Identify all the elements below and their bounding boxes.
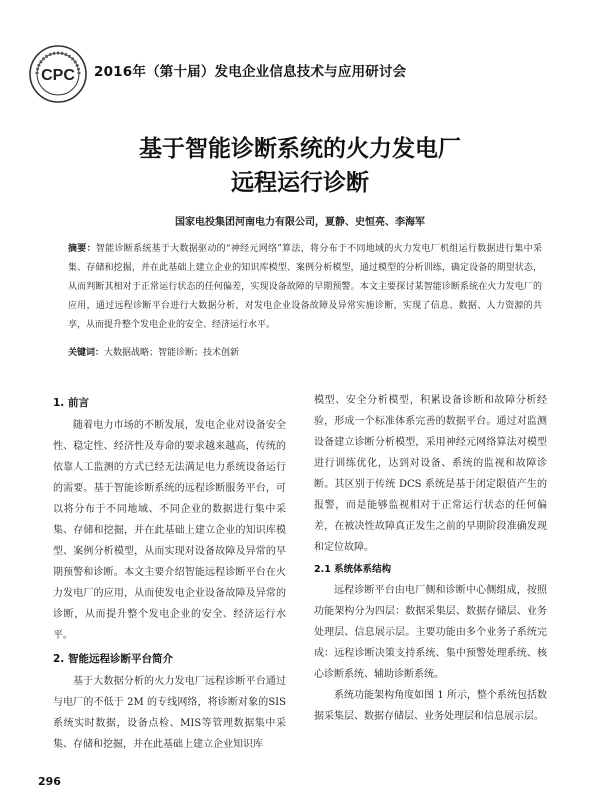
keywords-text: 大数据战略；智能诊断；技术创新 [104, 348, 240, 358]
keywords [68, 345, 542, 358]
subsection-2-1-paragraph-2: 系统功能架构角度如图 1 所示，整个系统包括数据采集层、数据存储层、业务处理层和信息展示层。 [314, 690, 547, 722]
subsection-2-1-paragraph-1: 远程诊断平台由电厂侧和诊断中心侧组成，按照功能架构分为四层：数据采集层、数据存储层、业务处理层、信息展示层。主要功能由多个业务子系统完成：远程诊断决策支持系统、集中预警处理系统、核心诊断系统、辅助诊断系统。 [314, 585, 547, 680]
keywords-label: 关键词： [68, 348, 105, 358]
paper-title [0, 132, 600, 200]
left-column [53, 390, 286, 755]
paper-authors: 国家电投集团河南电力有限公司，夏静、史恒亮、李海军 [175, 217, 425, 228]
paper-title-line1: 基于智能诊断系统的火力发电厂 [139, 136, 461, 162]
page-number: 296 [38, 775, 61, 788]
right-column [314, 390, 547, 727]
abstract [68, 240, 542, 335]
conference-logo [28, 44, 88, 104]
section-2-paragraph: 基于大数据分析的火力发电厂远程诊断平台通过与电厂的不低于 2M 的专线网络，将诊断对象的SIS系统实时数据，设备点检、MIS等管理数据集中采集、存储和挖掘，并在此基础上建立企业知识库 [53, 676, 286, 750]
section-1-heading: 1. 前言 [53, 397, 89, 409]
abstract-text: 智能诊断系统基于大数据驱动的“神经元网络”算法，将分布于不同地域的火力发电厂机组运行数据进行集中采集、存储和挖掘，并在此基础上建立企业的知识库模型、案例分析模型，通过模型的分析训练，确定设备的期望状态，从而判断其相对于正常运行状态的任何偏差，实现设备故障的早期预警。本文主要探讨某智能诊断系统在火力发电厂的应用，通过远程诊断平台进行大数据分析，对发电企业设备故障及异常实施诊断，实现了信息、数据、人力资源的共享，从而提升整个发电企业的安全、经济运行水平。 [68, 244, 542, 330]
conference-logo-icon [28, 44, 88, 104]
abstract-label: 摘要： [68, 244, 96, 254]
paper-title-line2: 远程运行诊断 [231, 170, 369, 196]
section-2-heading: 2. 智能远程诊断平台简介 [53, 653, 173, 665]
subsection-2-1-heading: 2.1 系统体系结构 [314, 564, 392, 575]
section-2-continued-paragraph: 模型、安全分析模型，积累设备诊断和故障分析经验，形成一个标准体系完善的数据平台。通过对监测设备建立诊断分析模型，采用神经元网络算法对模型进行训练优化，达到对设备、系统的监视和故障诊断。其区别于传统 DCS 系统是基于闭定限值产生的报警，而是能够监视相对于正常运行状态的任何偏差，在被决性故障真正发生之前的早期阶段准确发现和定位故障。 [314, 395, 547, 553]
logo-text: CPC [41, 67, 75, 84]
section-1-paragraph: 随着电力市场的不断发展，发电企业对设备安全性、稳定性、经济性及寿命的要求越来越高，传统的依靠人工监测的方式已经无法满足电力系统设备运行的需要。基于智能诊断系统的远程诊断服务平台，可以将分布于不同地域、不同企业的数据进行集中采集、存储和挖掘，并在此基础上建立企业的知识库模型、案例分析模型，从而实现对设备故障及异常的早期预警和诊断。本文主要介绍智能远程诊断平台在火力发电厂的应用，从而使发电企业设备故障及异常的诊断，从而提升整个发电企业的安全、经济运行水平。 [53, 420, 286, 641]
conference-title: 2016年（第十届）发电企业信息技术与应用研讨会 [94, 64, 407, 80]
